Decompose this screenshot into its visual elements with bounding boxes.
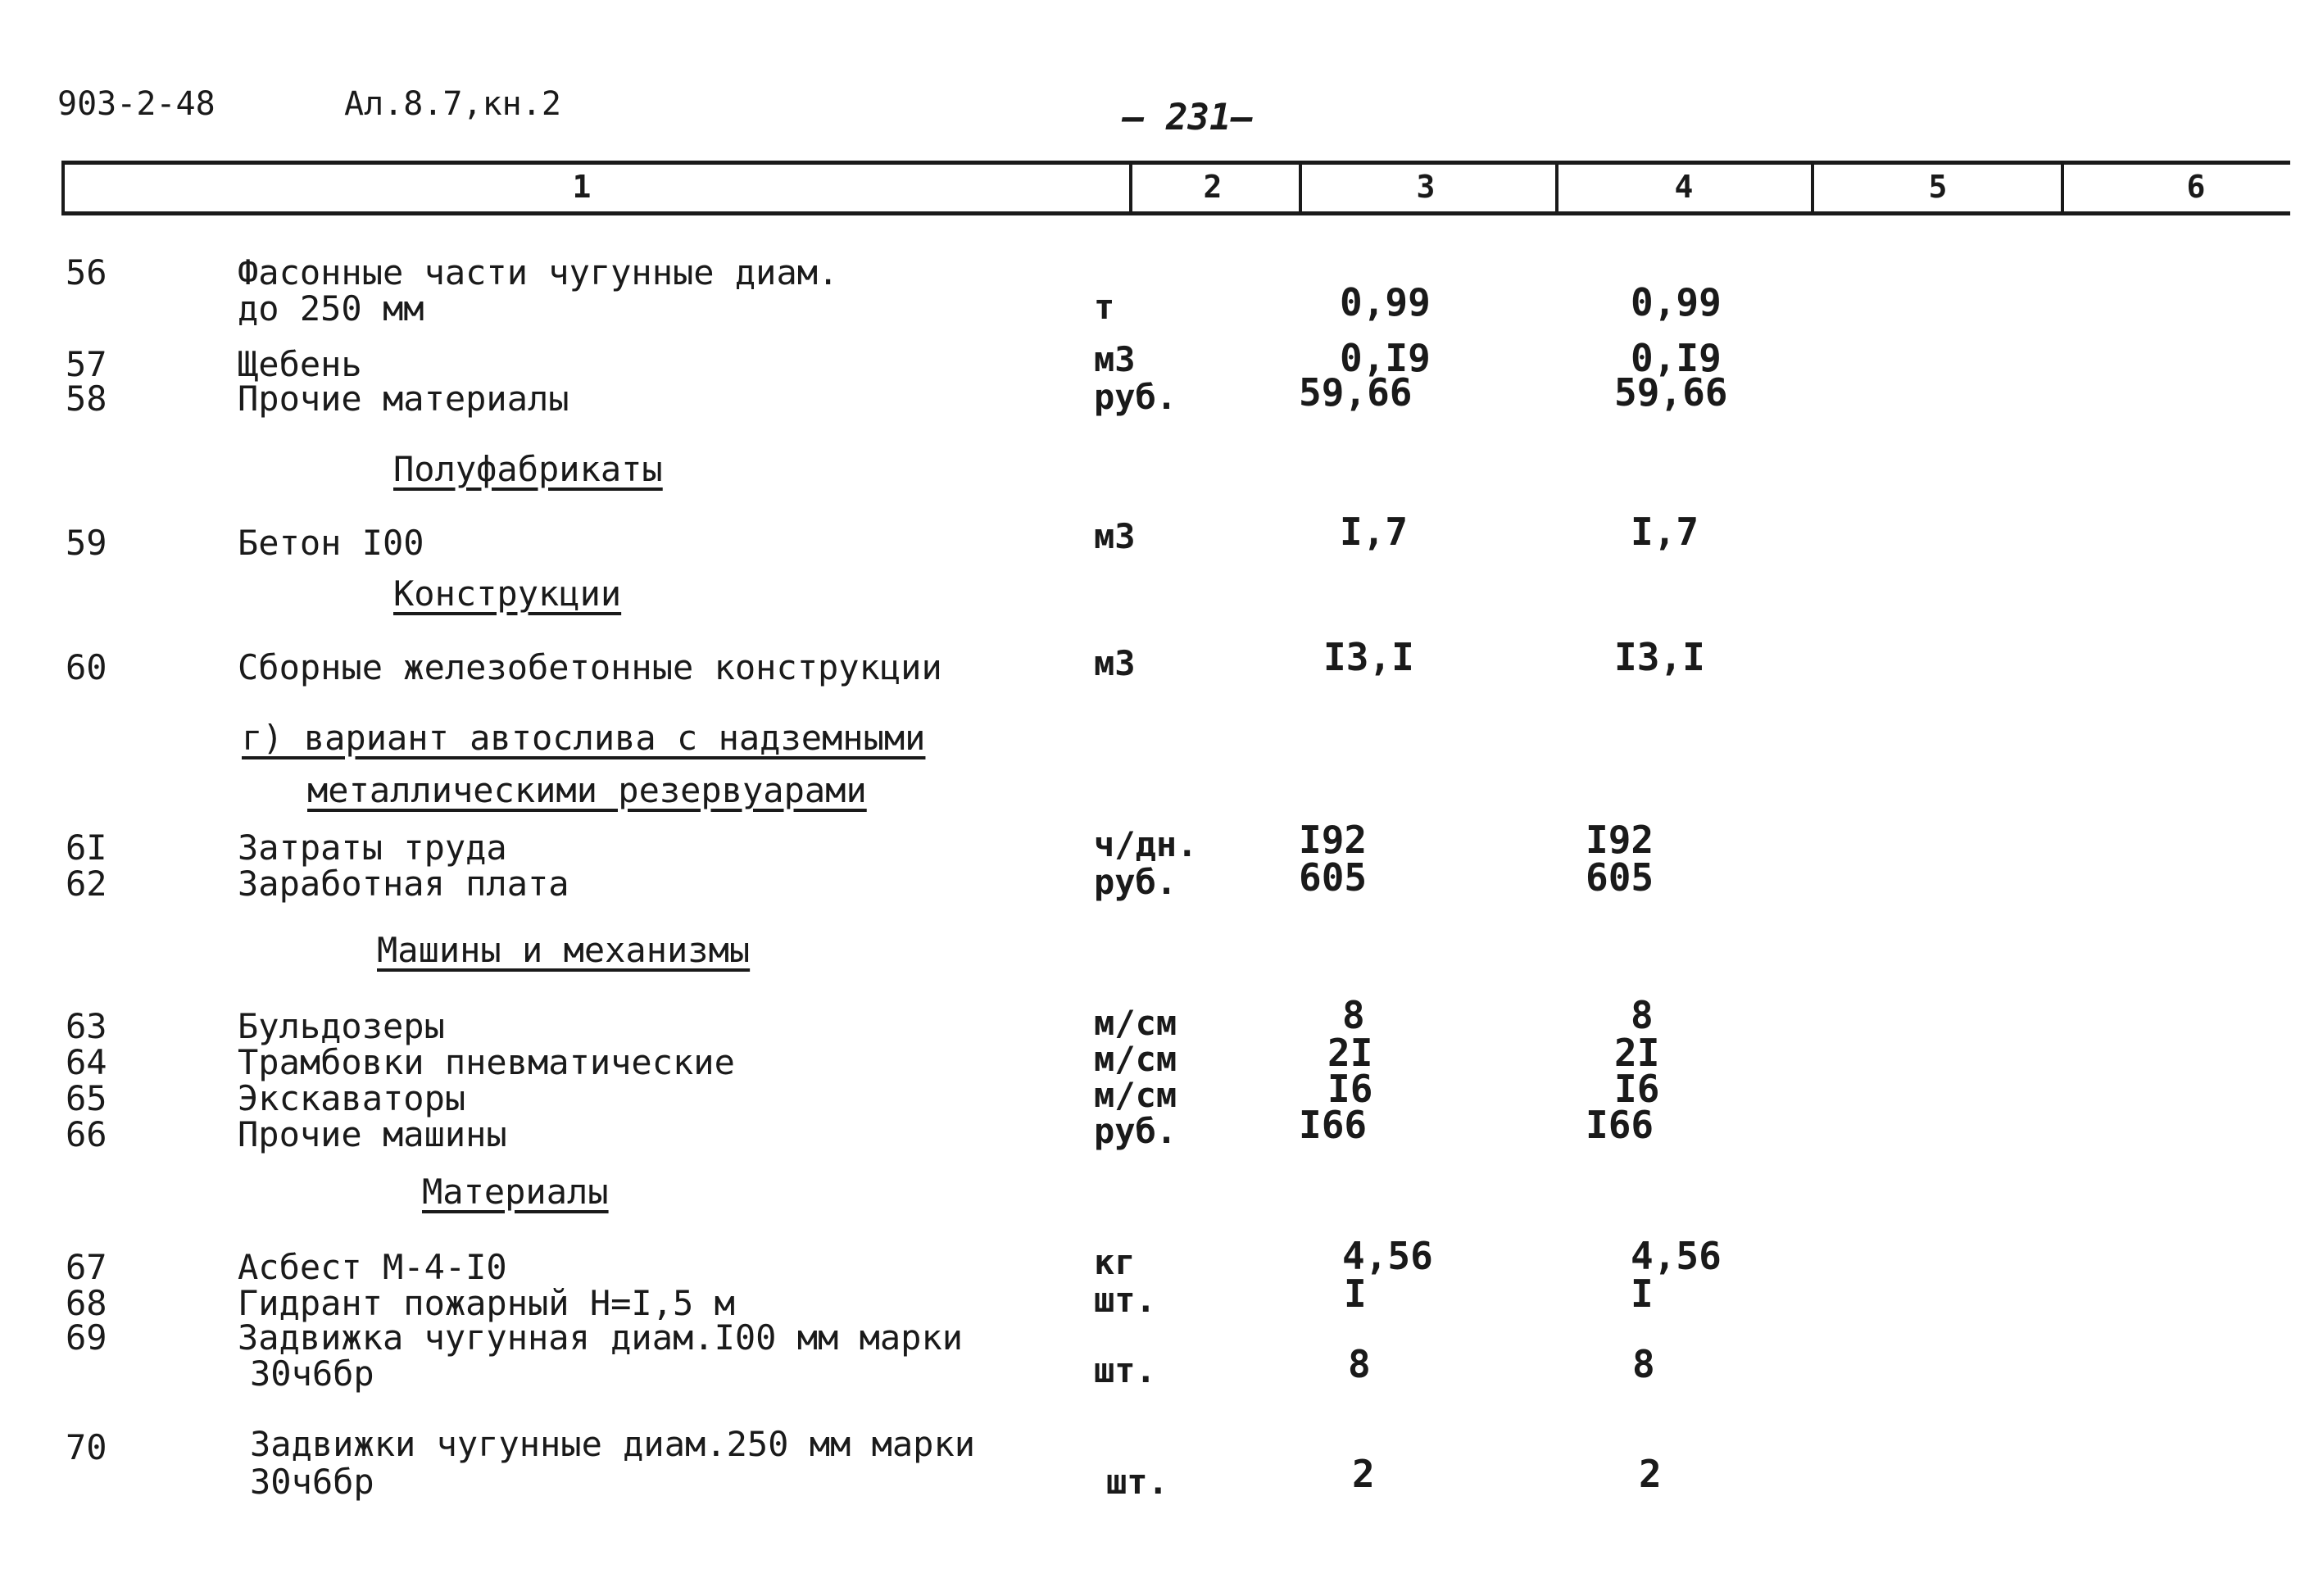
- value-col4: 59,66: [1614, 370, 1728, 415]
- column-header-1: 1: [572, 169, 592, 205]
- item-name: Бульдозеры: [238, 1006, 445, 1046]
- value-col4: I,7: [1631, 510, 1699, 554]
- value-col3: 8: [1348, 1342, 1371, 1386]
- value-col4: 8: [1631, 993, 1654, 1037]
- item-unit: руб.: [1094, 377, 1177, 417]
- item-name: Гидрант пожарный Н=I,5 м: [238, 1283, 735, 1323]
- section-heading: Материалы: [422, 1172, 609, 1212]
- value-col3: 8: [1342, 993, 1365, 1037]
- item-name: Задвижки чугунные диам.250 мм марки: [250, 1424, 976, 1464]
- row-number: 70: [66, 1427, 107, 1467]
- column-divider: [1129, 161, 1132, 215]
- item-name: Прочие машины: [238, 1114, 507, 1154]
- column-header-3: 3: [1416, 169, 1436, 205]
- section-heading: Полуфабрикаты: [393, 449, 663, 489]
- album-reference: Ал.8.7,кн.2: [344, 85, 561, 123]
- value-col3: I,7: [1340, 510, 1409, 554]
- item-unit: м3: [1094, 516, 1136, 556]
- row-number: 6I: [66, 827, 107, 868]
- value-col4: 605: [1586, 855, 1654, 900]
- item-unit: м/см: [1094, 1003, 1177, 1043]
- row-number: 62: [66, 864, 107, 904]
- document-code: 903-2-48: [57, 85, 216, 123]
- page-number: — 231—: [1123, 97, 1253, 138]
- item-unit: шт.: [1094, 1280, 1156, 1320]
- table-header-bottom-border: [61, 211, 2290, 215]
- value-col3: I6: [1327, 1067, 1373, 1111]
- column-header-2: 2: [1203, 169, 1223, 205]
- column-divider: [1555, 161, 1558, 215]
- value-col4: 2I: [1614, 1031, 1660, 1075]
- row-number: 64: [66, 1042, 107, 1082]
- column-divider: [2061, 161, 2064, 215]
- row-number: 67: [66, 1247, 107, 1287]
- row-number: 59: [66, 523, 107, 563]
- variant-heading: металлическими резервуарами: [307, 770, 867, 810]
- item-unit: м/см: [1094, 1075, 1177, 1115]
- row-number: 68: [66, 1283, 107, 1323]
- value-col4: I6: [1614, 1067, 1660, 1111]
- column-divider: [1299, 161, 1302, 215]
- value-col3: I66: [1299, 1103, 1368, 1147]
- item-name: Асбест М-4-I0: [238, 1247, 507, 1287]
- value-col3: 605: [1299, 855, 1368, 900]
- item-unit: т: [1094, 287, 1115, 327]
- value-col3: 4,56: [1342, 1234, 1433, 1278]
- item-name: Фасонные части чугунные диам.: [238, 252, 839, 292]
- column-header-5: 5: [1928, 169, 1948, 205]
- value-col4: 2: [1639, 1452, 1662, 1496]
- item-name: Щебень: [238, 344, 362, 384]
- column-header-4: 4: [1674, 169, 1694, 205]
- value-col4: 4,56: [1631, 1234, 1722, 1278]
- value-col3: 59,66: [1299, 370, 1413, 415]
- item-name-continued: до 250 мм: [238, 288, 424, 329]
- item-unit: шт.: [1094, 1350, 1156, 1390]
- value-col4: 0,99: [1631, 280, 1722, 324]
- row-number: 58: [66, 379, 107, 419]
- value-col4: 8: [1632, 1342, 1655, 1386]
- item-unit: руб.: [1094, 1111, 1177, 1151]
- section-heading: Машины и механизмы: [377, 930, 751, 970]
- item-unit: руб.: [1094, 862, 1177, 902]
- item-name: Экскаваторы: [238, 1078, 466, 1118]
- item-name: Сборные железобетонные конструкции: [238, 647, 942, 687]
- item-unit: м/см: [1094, 1039, 1177, 1079]
- item-name: Трамбовки пневматические: [238, 1042, 735, 1082]
- row-number: 63: [66, 1006, 107, 1046]
- item-name: Бетон I00: [238, 523, 424, 563]
- value-col3: 2: [1352, 1452, 1375, 1496]
- value-col3: 2I: [1327, 1031, 1373, 1075]
- value-col3: 0,I9: [1340, 336, 1431, 380]
- item-name: Прочие материалы: [238, 379, 569, 419]
- row-number: 57: [66, 344, 107, 384]
- item-name: Задвижка чугунная диам.I00 мм марки: [238, 1317, 964, 1358]
- row-number: 69: [66, 1317, 107, 1358]
- item-name-continued: 30ч6бр: [250, 1353, 374, 1394]
- item-unit: кг: [1094, 1242, 1136, 1282]
- value-col4: I3,I: [1614, 635, 1705, 679]
- item-name-continued: 30ч6бр: [250, 1462, 374, 1502]
- value-col4: I92: [1586, 818, 1654, 862]
- value-col3: I92: [1299, 818, 1368, 862]
- item-unit: шт.: [1106, 1462, 1168, 1502]
- column-divider: [61, 161, 65, 215]
- value-col3: 0,99: [1340, 280, 1431, 324]
- value-col4: 0,I9: [1631, 336, 1722, 380]
- table-top-border: [61, 161, 2290, 165]
- value-col4: I66: [1586, 1103, 1654, 1147]
- item-unit: м3: [1094, 339, 1136, 379]
- row-number: 56: [66, 252, 107, 292]
- item-name: Затраты труда: [238, 827, 507, 868]
- column-header-6: 6: [2186, 169, 2206, 205]
- item-name: Заработная плата: [238, 864, 569, 904]
- item-unit: м3: [1094, 643, 1136, 683]
- item-unit: ч/дн.: [1094, 824, 1198, 864]
- section-heading: Конструкции: [393, 574, 622, 614]
- row-number: 66: [66, 1114, 107, 1154]
- value-col3: I3,I: [1323, 635, 1414, 679]
- value-col4: I: [1631, 1272, 1654, 1316]
- column-divider: [1811, 161, 1814, 215]
- row-number: 60: [66, 647, 107, 687]
- row-number: 65: [66, 1078, 107, 1118]
- variant-heading: г) вариант автослива с надземными: [242, 718, 926, 758]
- value-col3: I: [1344, 1272, 1367, 1316]
